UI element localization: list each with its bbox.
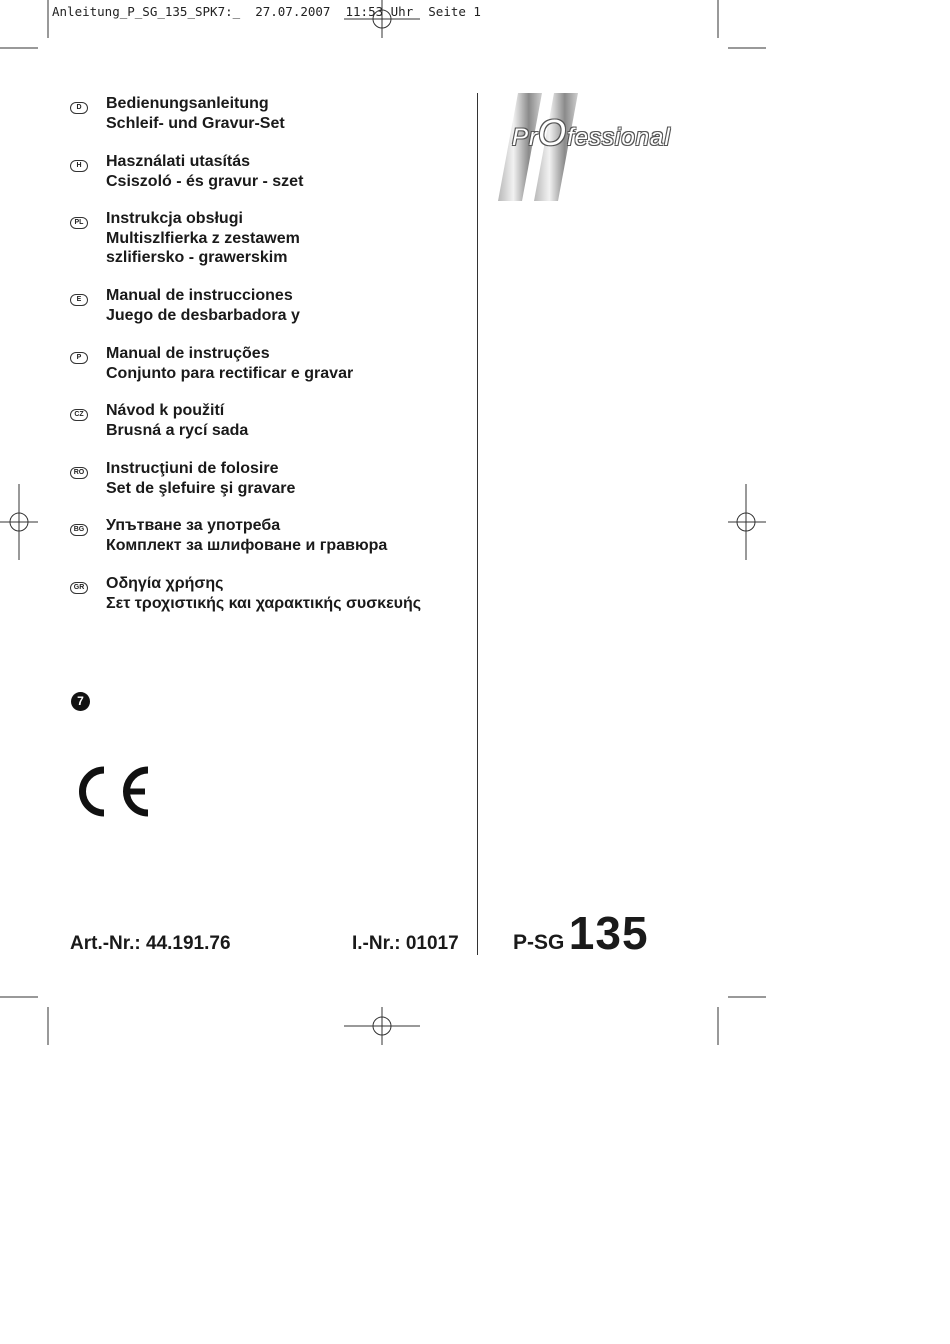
professional-logo-text bbox=[512, 112, 671, 154]
model-prefix: P-SG bbox=[513, 931, 565, 954]
language-code-badge: P bbox=[70, 352, 88, 364]
language-code-badge: BG bbox=[70, 524, 88, 536]
language-title-line: Οδηγία χρήσης bbox=[106, 575, 224, 592]
language-title bbox=[106, 401, 248, 440]
language-title bbox=[106, 286, 300, 325]
language-title bbox=[106, 94, 285, 133]
language-title-line: Schleif- und Gravur-Set bbox=[106, 114, 285, 132]
language-title bbox=[106, 459, 295, 498]
language-title-line: Használati utasítás bbox=[106, 153, 251, 170]
model-name bbox=[513, 906, 649, 960]
column-divider bbox=[477, 93, 478, 955]
language-title-line: Instrukcja obsługi bbox=[106, 210, 243, 227]
language-title bbox=[106, 344, 353, 383]
logo-suffix: fessional bbox=[567, 124, 671, 151]
number-badge: 7 bbox=[71, 692, 90, 711]
article-number: Art.-Nr.: 44.191.76 bbox=[70, 933, 231, 954]
ce-mark-icon bbox=[77, 764, 152, 819]
language-title-line: Multiszlfierka z zestawem bbox=[106, 229, 300, 247]
language-title-line: Instrucţiuni de folosire bbox=[106, 460, 279, 477]
language-title bbox=[106, 574, 421, 613]
language-title bbox=[106, 516, 387, 555]
print-header: Anleitung_P_SG_135_SPK7:_ 27.07.2007 11:53 Uhr Seite 1 bbox=[52, 4, 481, 19]
language-title-line: Σετ τροχιστικής και χαρακτικής συσκευής bbox=[106, 594, 422, 612]
language-code-badge: CZ bbox=[70, 409, 88, 421]
language-code-badge: E bbox=[70, 294, 88, 306]
language-title bbox=[106, 209, 300, 268]
language-title-line: Juego de desbarbadora y bbox=[106, 306, 300, 324]
language-title-line: Manual de instrucciones bbox=[106, 287, 293, 304]
language-code-badge: PL bbox=[70, 217, 88, 229]
language-title-line: Комплект за шлифоване и гравюра bbox=[106, 536, 388, 554]
identification-number: I.-Nr.: 01017 bbox=[352, 933, 459, 954]
language-title-line: szlifiersko - grawerskim bbox=[106, 249, 288, 266]
language-code-badge: GR bbox=[70, 582, 88, 594]
logo-prefix: Pr bbox=[512, 124, 538, 151]
language-code-badge: D bbox=[70, 102, 88, 114]
language-title-line: Bedienungsanleitung bbox=[106, 95, 269, 112]
language-title-line: Set de şlefuire şi gravare bbox=[106, 479, 296, 497]
language-title-line: Conjunto para rectificar e gravar bbox=[106, 364, 354, 382]
model-number: 135 bbox=[568, 907, 649, 959]
language-title bbox=[106, 152, 303, 191]
language-title-line: Manual de instruções bbox=[106, 345, 270, 362]
language-title-line: Návod k použití bbox=[106, 402, 225, 419]
language-title-line: Csiszoló - és gravur - szet bbox=[106, 172, 304, 190]
language-code-badge: RO bbox=[70, 467, 88, 479]
language-title-line: Brusná a rycí sada bbox=[106, 421, 249, 439]
logo-big-o: O bbox=[538, 112, 568, 153]
language-title-line: Упътване за употреба bbox=[106, 517, 281, 534]
language-code-badge: H bbox=[70, 160, 88, 172]
